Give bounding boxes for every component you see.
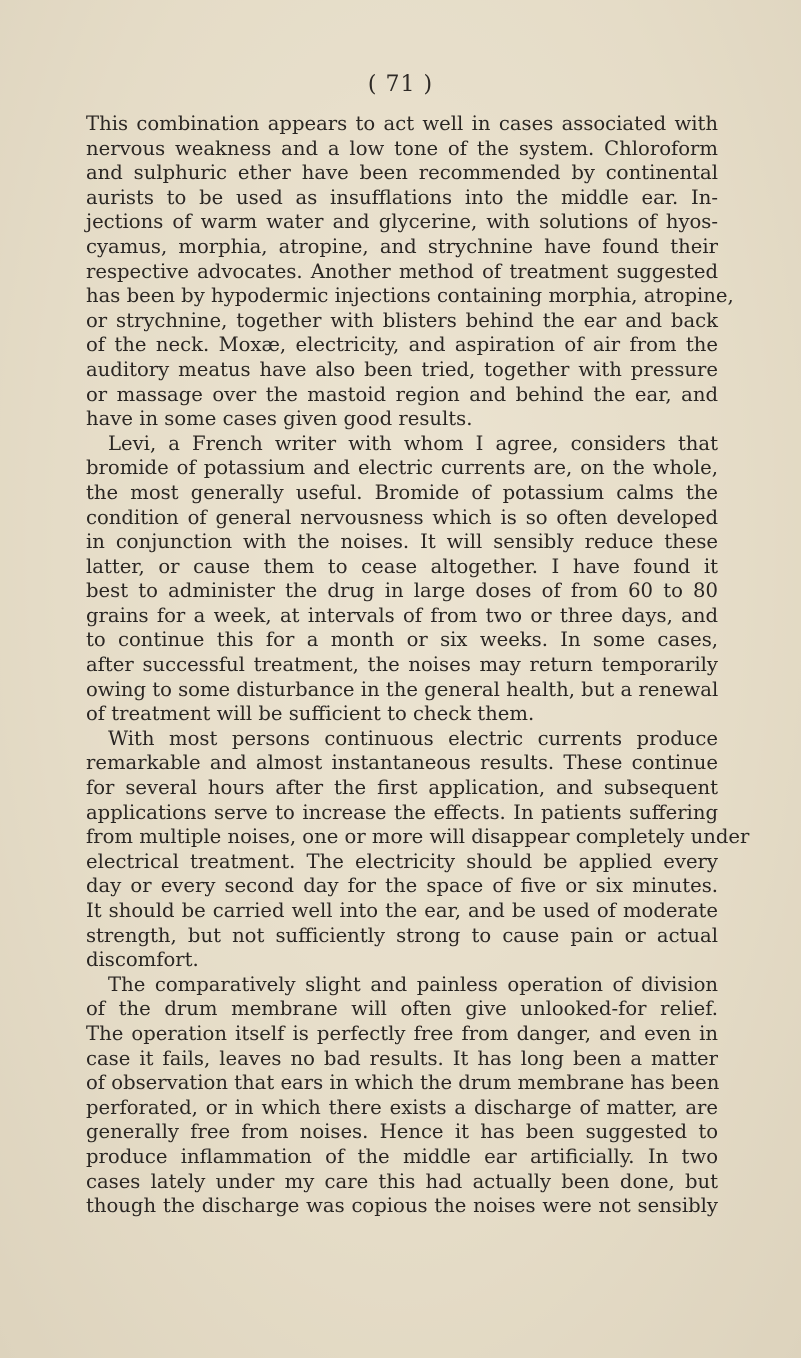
text-line: nervous weakness and a low tone of the system. Chloroform bbox=[86, 136, 718, 160]
text-line: and sulphuric ether have been recommended by continental bbox=[86, 161, 718, 185]
text-line: case it fails, leaves no bad results. It has long been a matter bbox=[86, 1046, 718, 1070]
text-line: of the neck. Moxæ, electricity, and aspiration of air from the bbox=[86, 333, 718, 357]
text-line: of the drum membrane will often give unlooked-for relief. bbox=[86, 997, 718, 1021]
text-line: discomfort. bbox=[86, 948, 199, 972]
text-line: the most generally useful. Bromide of potassium calms the bbox=[86, 480, 718, 504]
text-line: With most persons continuous electric currents produce bbox=[108, 726, 718, 750]
text-line: cyamus, morphia, atropine, and strychnine have found their bbox=[86, 234, 718, 258]
text-line: The comparatively slight and painless operation of division bbox=[108, 972, 718, 996]
text-line: Levi, a French writer with whom I agree, considers that bbox=[108, 431, 718, 455]
text-line: latter, or cause them to cease altogether. I have found it bbox=[86, 554, 718, 578]
text-line: respective advocates. Another method of treatment suggested bbox=[86, 259, 718, 283]
text-line: electrical treatment. The electricity should be applied every bbox=[86, 849, 718, 873]
text-line: This combination appears to act well in cases associated with bbox=[86, 112, 718, 135]
text-line: of treatment will be sufficient to check them. bbox=[86, 702, 535, 726]
text-line: cases lately under my care this had actually been done, but bbox=[86, 1169, 718, 1193]
text-line: has been by hypodermic injections containing morphia, atropine, bbox=[86, 284, 734, 308]
page-number: ( 71 ) bbox=[367, 72, 434, 97]
text-line: have in some cases given good results. bbox=[86, 407, 473, 431]
text-line: owing to some disturbance in the general health, but a renewal bbox=[86, 677, 719, 701]
text-line: in conjunction with the noises. It will sensibly reduce these bbox=[86, 530, 718, 554]
text-line: for several hours after the first application, and subsequent bbox=[86, 776, 718, 800]
text-line: generally free from noises. Hence it has been suggested to bbox=[86, 1120, 718, 1144]
text-line: perforated, or in which there exists a discharge of matter, are bbox=[86, 1095, 718, 1119]
text-line: auditory meatus have also been tried, together with pressure bbox=[86, 357, 718, 381]
text-line: produce inflammation of the middle ear artificially. In two bbox=[86, 1144, 718, 1168]
text-line: of observation that ears in which the drum membrane has been bbox=[86, 1071, 720, 1095]
body-text bbox=[86, 112, 750, 1219]
text-line: day or every second day for the space of five or six minutes. bbox=[86, 874, 718, 898]
text-line: condition of general nervousness which is so often developed bbox=[86, 505, 718, 529]
text-line: aurists to be used as insufflations into the middle ear. In- bbox=[86, 185, 718, 209]
text-line: jections of warm water and glycerine, with solutions of hyos- bbox=[86, 210, 718, 234]
text-line: after successful treatment, the noises may return temporarily bbox=[86, 653, 718, 677]
text-line: remarkable and almost instantaneous results. These continue bbox=[86, 751, 718, 775]
text-line: to continue this for a month or six weeks. In some cases, bbox=[86, 628, 718, 652]
text-line: or strychnine, together with blisters behind the ear and back bbox=[86, 308, 718, 332]
text-line: from multiple noises, one or more will disappear completely under bbox=[86, 825, 750, 849]
text-line: strength, but not sufficiently strong to cause pain or actual bbox=[86, 923, 718, 947]
text-line: grains for a week, at intervals of from two or three days, and bbox=[86, 603, 718, 627]
text-line: The operation itself is perfectly free from danger, and even in bbox=[86, 1021, 718, 1045]
text-line: bromide of potassium and electric currents are, on the whole, bbox=[86, 456, 718, 480]
text-line: though the discharge was copious the noises were not sensibly bbox=[86, 1194, 718, 1218]
text-line: applications serve to increase the effects. In patients suffering bbox=[86, 800, 718, 824]
text-line: or massage over the mastoid region and behind the ear, and bbox=[86, 382, 718, 406]
text-line: It should be carried well into the ear, and be used of moderate bbox=[86, 899, 718, 922]
text-line: best to administer the drug in large doses of from 60 to 80 bbox=[86, 579, 718, 603]
